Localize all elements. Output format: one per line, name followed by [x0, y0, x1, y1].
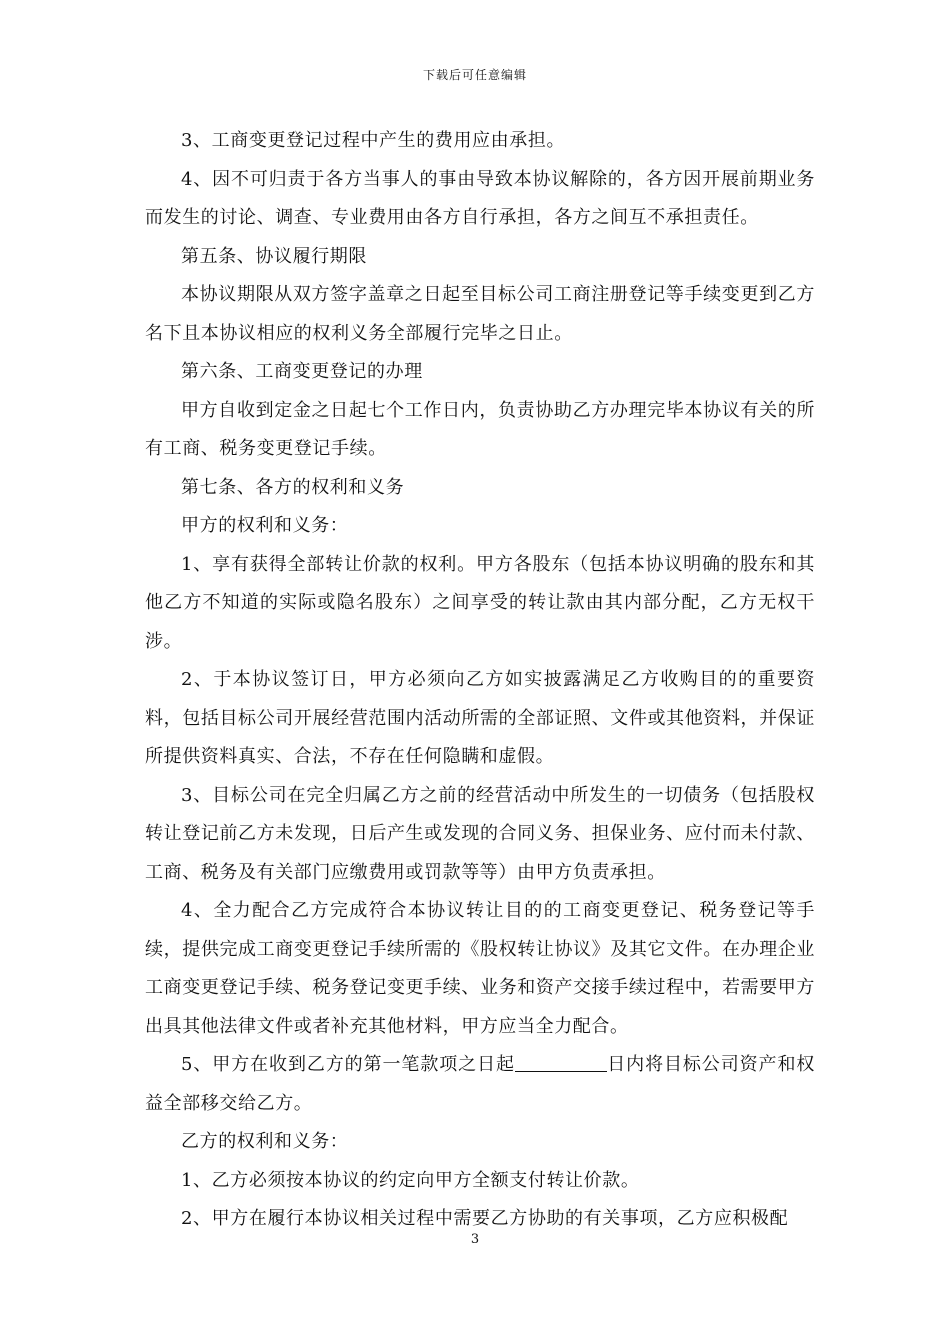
clause-paragraph: 1、乙方必须按本协议的约定向甲方全额支付转让价款。 [181, 1169, 640, 1191]
article-heading: 第五条、协议履行期限 [181, 245, 367, 267]
clause-paragraph: 2、于本协议签订日，甲方必须向乙方如实披露满足乙方收购目的的重要资料，包括目标公司开展经营范围内活动所需的全部证照、文件或其他资料，并保证所提供资料真实、合法，不存在任何隐瞒和虚假。 [145, 669, 815, 767]
clause-paragraph: 3、目标公司在完全归属乙方之前的经营活动中所发生的一切债务（包括股权转让登记前乙方未发现，日后产生或发现的合同义务、担保业务、应付而未付款、工商、税务及有关部门应缴费用或罚款等等）由甲方负责承担。 [145, 784, 815, 883]
page-number: 3 [470, 1232, 480, 1247]
fill-in-blank [515, 1055, 607, 1072]
clause-paragraph: 甲方自收到定金之日起七个工作日内，负责协助乙方办理完毕本协议有关的所有工商、税务变更登记手续。 [145, 399, 815, 459]
article-heading: 第七条、各方的权利和义务 [181, 476, 405, 498]
clause-text-before-blank: 5、甲方在收到乙方的第一笔款项之日起 [181, 1054, 515, 1075]
clause-paragraph: 4、全力配合乙方完成符合本协议转让目的的工商变更登记、税务登记等手续，提供完成工商变更登记手续所需的《股权转让协议》及其它文件。在办理企业工商变更登记手续、税务登记变更手续、业务和资产交接手续过程中，若需要甲方出具其他法律文件或者补充其他材料，甲方应当全力配合。 [145, 900, 815, 1037]
section-subheading: 甲方的权利和义务： [181, 515, 349, 536]
clause-paragraph: 1、享有获得全部转让价款的权利。甲方各股东（包括本协议明确的股东和其他乙方不知道的实际或隐名股东）之间享受的转让款由其内部分配，乙方无权干涉。 [145, 553, 815, 652]
section-subheading: 乙方的权利和义务： [181, 1131, 349, 1152]
clause-paragraph: 3、工商变更登记过程中产生的费用应由承担。 [181, 130, 566, 151]
clause-paragraph: 2、甲方在履行本协议相关过程中需要乙方协助的有关事项，乙方应积极配 [181, 1208, 789, 1229]
document-body [145, 122, 815, 1239]
clause-text-after-blank: 日内将目标公司资产和权益全部移交给乙方。 [145, 1054, 815, 1114]
clause-paragraph-with-blank [145, 1046, 815, 1123]
article-heading: 第六条、工商变更登记的办理 [181, 361, 423, 382]
page-header: 下载后可任意编辑 [422, 68, 527, 82]
clause-paragraph: 本协议期限从双方签字盖章之日起至目标公司工商注册登记等手续变更到乙方名下且本协议相应的权利义务全部履行完毕之日止。 [145, 284, 815, 344]
clause-paragraph: 4、因不可归责于各方当事人的事由导致本协议解除的，各方因开展前期业务而发生的讨论、调查、专业费用由各方自行承担，各方之间互不承担责任。 [145, 168, 815, 228]
